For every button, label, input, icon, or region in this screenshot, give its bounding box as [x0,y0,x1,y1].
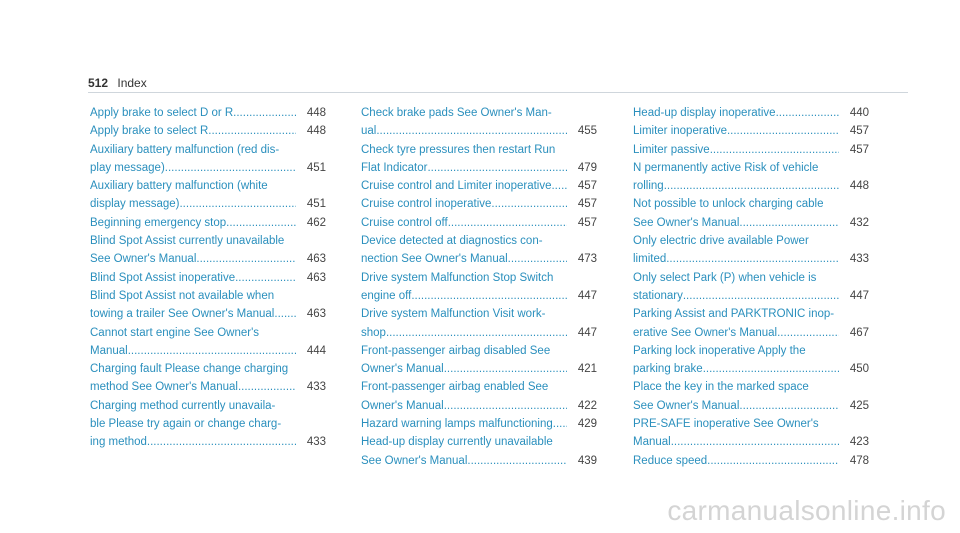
leader-dots [208,122,296,140]
index-entry[interactable] [633,232,869,269]
entry-text[interactable]: Device detected at diagnostics con- [361,235,543,248]
leader-dots [710,141,839,159]
leader-dots [553,415,567,433]
entry-text[interactable]: Cruise control and Limiter inoperative [361,180,552,193]
entry-text[interactable]: Limiter inoperative [633,125,727,138]
page-reference[interactable]: 448 [306,125,326,138]
index-entry[interactable] [633,195,869,232]
index-entry[interactable] [633,141,869,159]
entry-text[interactable]: erative See Owner's Manual [633,326,778,339]
leader-dots [683,287,839,305]
index-entry[interactable] [361,214,597,232]
index-entry[interactable] [361,269,597,306]
leader-dots [703,360,839,378]
index-entry[interactable] [361,141,597,178]
entry-text[interactable]: Hazard warning lamps malfunctioning [361,418,553,431]
leader-dots [551,177,567,195]
entry-text[interactable]: Apply brake to select R [90,125,209,138]
index-entry[interactable] [90,269,326,287]
entry-text[interactable]: method See Owner's Manual [90,381,238,394]
entry-text[interactable]: Check brake pads See Owner's Man- [361,107,552,119]
page-reference[interactable]: 451 [306,198,326,211]
leader-dots [226,214,296,232]
entry-text[interactable]: Cruise control off [361,216,448,229]
page-reference[interactable]: 478 [849,454,869,467]
leader-dots [238,378,296,396]
page-reference[interactable]: 457 [577,180,597,193]
entry-text[interactable]: See Owner's Manual [361,454,468,467]
leader-dots [508,250,567,268]
index-entry[interactable] [90,397,326,452]
leader-dots [233,104,296,122]
page-reference[interactable]: 457 [577,216,597,229]
entry-text[interactable]: Blind Spot Assist not available when [90,289,275,302]
index-column-2 [361,104,597,470]
index-entry[interactable] [633,305,869,342]
page-header [88,76,147,90]
leader-dots [147,433,296,451]
leader-dots [386,324,567,342]
page-reference[interactable]: 423 [849,436,869,449]
entry-text[interactable]: Front-passenger airbag disabled See [361,344,551,357]
leader-dots [165,159,296,177]
leader-dots [376,122,567,140]
entry-text[interactable]: Drive system Malfunction Visit work- [361,308,546,321]
entry-text[interactable]: Auxiliary battery malfunction (white [90,180,268,193]
entry-text[interactable]: N permanently active Risk of vehicle [633,161,819,174]
page-reference[interactable]: 439 [577,454,597,467]
index-entry[interactable] [361,342,597,379]
index-entry[interactable] [633,378,869,415]
entry-text[interactable]: display message) [90,198,180,211]
index-entry[interactable] [633,342,869,379]
entry-text[interactable]: Flat Indicator [361,161,428,174]
leader-dots [467,452,567,470]
leader-dots [776,104,839,122]
leader-dots [707,452,839,470]
index-entry[interactable] [361,177,597,195]
leader-dots [196,250,296,268]
entry-text[interactable]: Only select Park (P) when vehicle is [633,271,817,284]
index-entry[interactable] [361,415,597,433]
index-column-3 [633,104,869,470]
leader-dots [727,122,839,140]
entry-text[interactable]: Manual [90,344,128,357]
page-reference[interactable]: 448 [306,107,326,119]
page-reference[interactable]: 421 [577,363,597,376]
index-entry[interactable] [633,269,869,306]
entry-text[interactable]: Place the key in the marked space [633,381,809,394]
leader-dots [666,250,839,268]
index-entry[interactable] [361,195,597,213]
entry-text[interactable]: Charging fault Please change charging [90,363,289,376]
leader-dots [128,342,296,360]
entry-text[interactable]: stationary [633,289,683,302]
index-entry[interactable] [633,452,869,470]
page-reference[interactable]: 473 [577,253,597,266]
page-reference[interactable]: 463 [306,253,326,266]
watermark: carmanualsonline.info [667,495,946,526]
section-title: Index [117,76,147,90]
index-entry[interactable] [361,378,597,415]
page-reference[interactable]: 444 [306,344,326,357]
page-reference[interactable]: 447 [849,289,869,302]
entry-text[interactable]: ble Please try again or change charg- [90,418,282,431]
entry-text[interactable]: ing method [90,436,147,449]
entry-text[interactable]: play message) [90,161,165,174]
entry-text[interactable]: Blind Spot Assist inoperative [90,271,236,284]
header-divider [88,92,908,93]
entry-text[interactable]: Cruise control inoperative [361,198,492,211]
page-reference[interactable]: 463 [306,271,326,284]
leader-dots [739,397,839,415]
entry-text[interactable]: See Owner's Manual [633,399,740,412]
entry-text[interactable]: Head-up display inoperative [633,107,776,119]
entry-text[interactable]: Charging method currently unavaila- [90,399,276,412]
entry-text[interactable]: Owner's Manual [361,399,444,412]
page-reference[interactable]: 447 [577,326,597,339]
page-reference[interactable]: 467 [849,326,869,339]
entry-text[interactable]: Manual [633,436,671,449]
leader-dots [444,360,567,378]
index-entry[interactable] [633,159,869,196]
index-entry[interactable] [361,232,597,269]
entry-text[interactable]: Drive system Malfunction Stop Switch [361,271,554,284]
index-entry[interactable] [90,122,326,140]
page-reference[interactable]: 457 [849,143,869,156]
index-entry[interactable] [90,232,326,269]
leader-dots [179,195,296,213]
page-reference[interactable]: 429 [577,418,597,431]
entry-text[interactable]: Auxiliary battery malfunction (red dis- [90,143,280,156]
page-reference[interactable]: 433 [306,381,326,394]
index-column-1 [90,104,326,452]
index-entry[interactable] [90,141,326,178]
entry-text[interactable]: rolling [633,180,664,193]
index-entry[interactable] [633,415,869,452]
entry-text[interactable]: ual [361,125,377,138]
index-entry[interactable] [90,104,326,122]
entry-text[interactable]: See Owner's Manual [633,216,740,229]
entry-text[interactable]: Blind Spot Assist currently unavailable [90,235,285,248]
entry-text[interactable]: nection See Owner's Manual [361,253,508,266]
leader-dots [777,324,839,342]
leader-dots [664,177,839,195]
page-number: 512 [88,76,109,90]
index-entry[interactable] [90,214,326,232]
entry-text[interactable]: Reduce speed [633,454,708,467]
entry-text[interactable]: towing a trailer See Owner's Manual [90,308,275,321]
entry-text[interactable]: Owner's Manual [361,363,444,376]
entry-text[interactable]: Front-passenger airbag enabled See [361,381,549,394]
leader-dots [274,305,296,323]
index-entry[interactable] [361,433,597,470]
index-entry[interactable] [361,305,597,342]
page-reference[interactable]: 440 [849,107,869,119]
page-reference[interactable]: 457 [577,198,597,211]
leader-dots [491,195,567,213]
page-reference[interactable]: 448 [849,180,869,193]
index-entry[interactable] [633,104,869,122]
leader-dots [444,397,567,415]
leader-dots [448,214,567,232]
entry-text[interactable]: parking brake [633,363,703,376]
page-reference[interactable]: 447 [577,289,597,302]
entry-text[interactable]: Head-up display currently unavailable [361,436,553,449]
index-entry[interactable] [90,360,326,397]
page-reference[interactable]: 462 [306,216,326,229]
entry-text[interactable]: Cannot start engine See Owner's [90,326,260,339]
index-entry[interactable] [90,287,326,324]
page-reference[interactable]: 432 [849,216,869,229]
entry-text[interactable]: Not possible to unlock charging cable [633,198,824,211]
index-entry[interactable] [361,104,597,141]
page-reference[interactable]: 455 [577,125,597,138]
page-reference[interactable]: 457 [849,125,869,138]
entry-text[interactable]: Check tyre pressures then restart Run [361,143,556,156]
page-reference[interactable]: 450 [849,363,869,376]
entry-text[interactable]: Limiter passive [633,143,710,156]
page-reference[interactable]: 463 [306,308,326,321]
leader-dots [411,287,567,305]
leader-dots [739,214,839,232]
entry-text[interactable]: engine off [361,289,412,302]
page-reference[interactable]: 422 [577,399,597,412]
page-reference[interactable]: 433 [306,436,326,449]
leader-dots [671,433,839,451]
page-reference[interactable]: 433 [849,253,869,266]
entry-text[interactable]: limited [633,253,667,266]
page-reference[interactable]: 479 [577,161,597,174]
entry-text[interactable]: Apply brake to select D or R [90,107,234,119]
entry-text[interactable]: Parking lock inoperative Apply the [633,344,806,357]
index-entry[interactable] [633,122,869,140]
page-reference[interactable]: 425 [849,399,869,412]
leader-dots [235,269,296,287]
leader-dots [427,159,567,177]
index-entry[interactable] [90,177,326,214]
entry-text[interactable]: Beginning emergency stop [90,216,227,229]
entry-text[interactable]: Parking Assist and PARKTRONIC inop- [633,308,835,321]
entry-text[interactable]: Only electric drive available Power [633,235,809,248]
entry-text[interactable]: See Owner's Manual [90,253,197,266]
index-entry[interactable] [90,324,326,361]
page-reference[interactable]: 451 [306,161,326,174]
entry-text[interactable]: shop [361,326,386,339]
entry-text[interactable]: PRE-SAFE inoperative See Owner's [633,418,819,431]
